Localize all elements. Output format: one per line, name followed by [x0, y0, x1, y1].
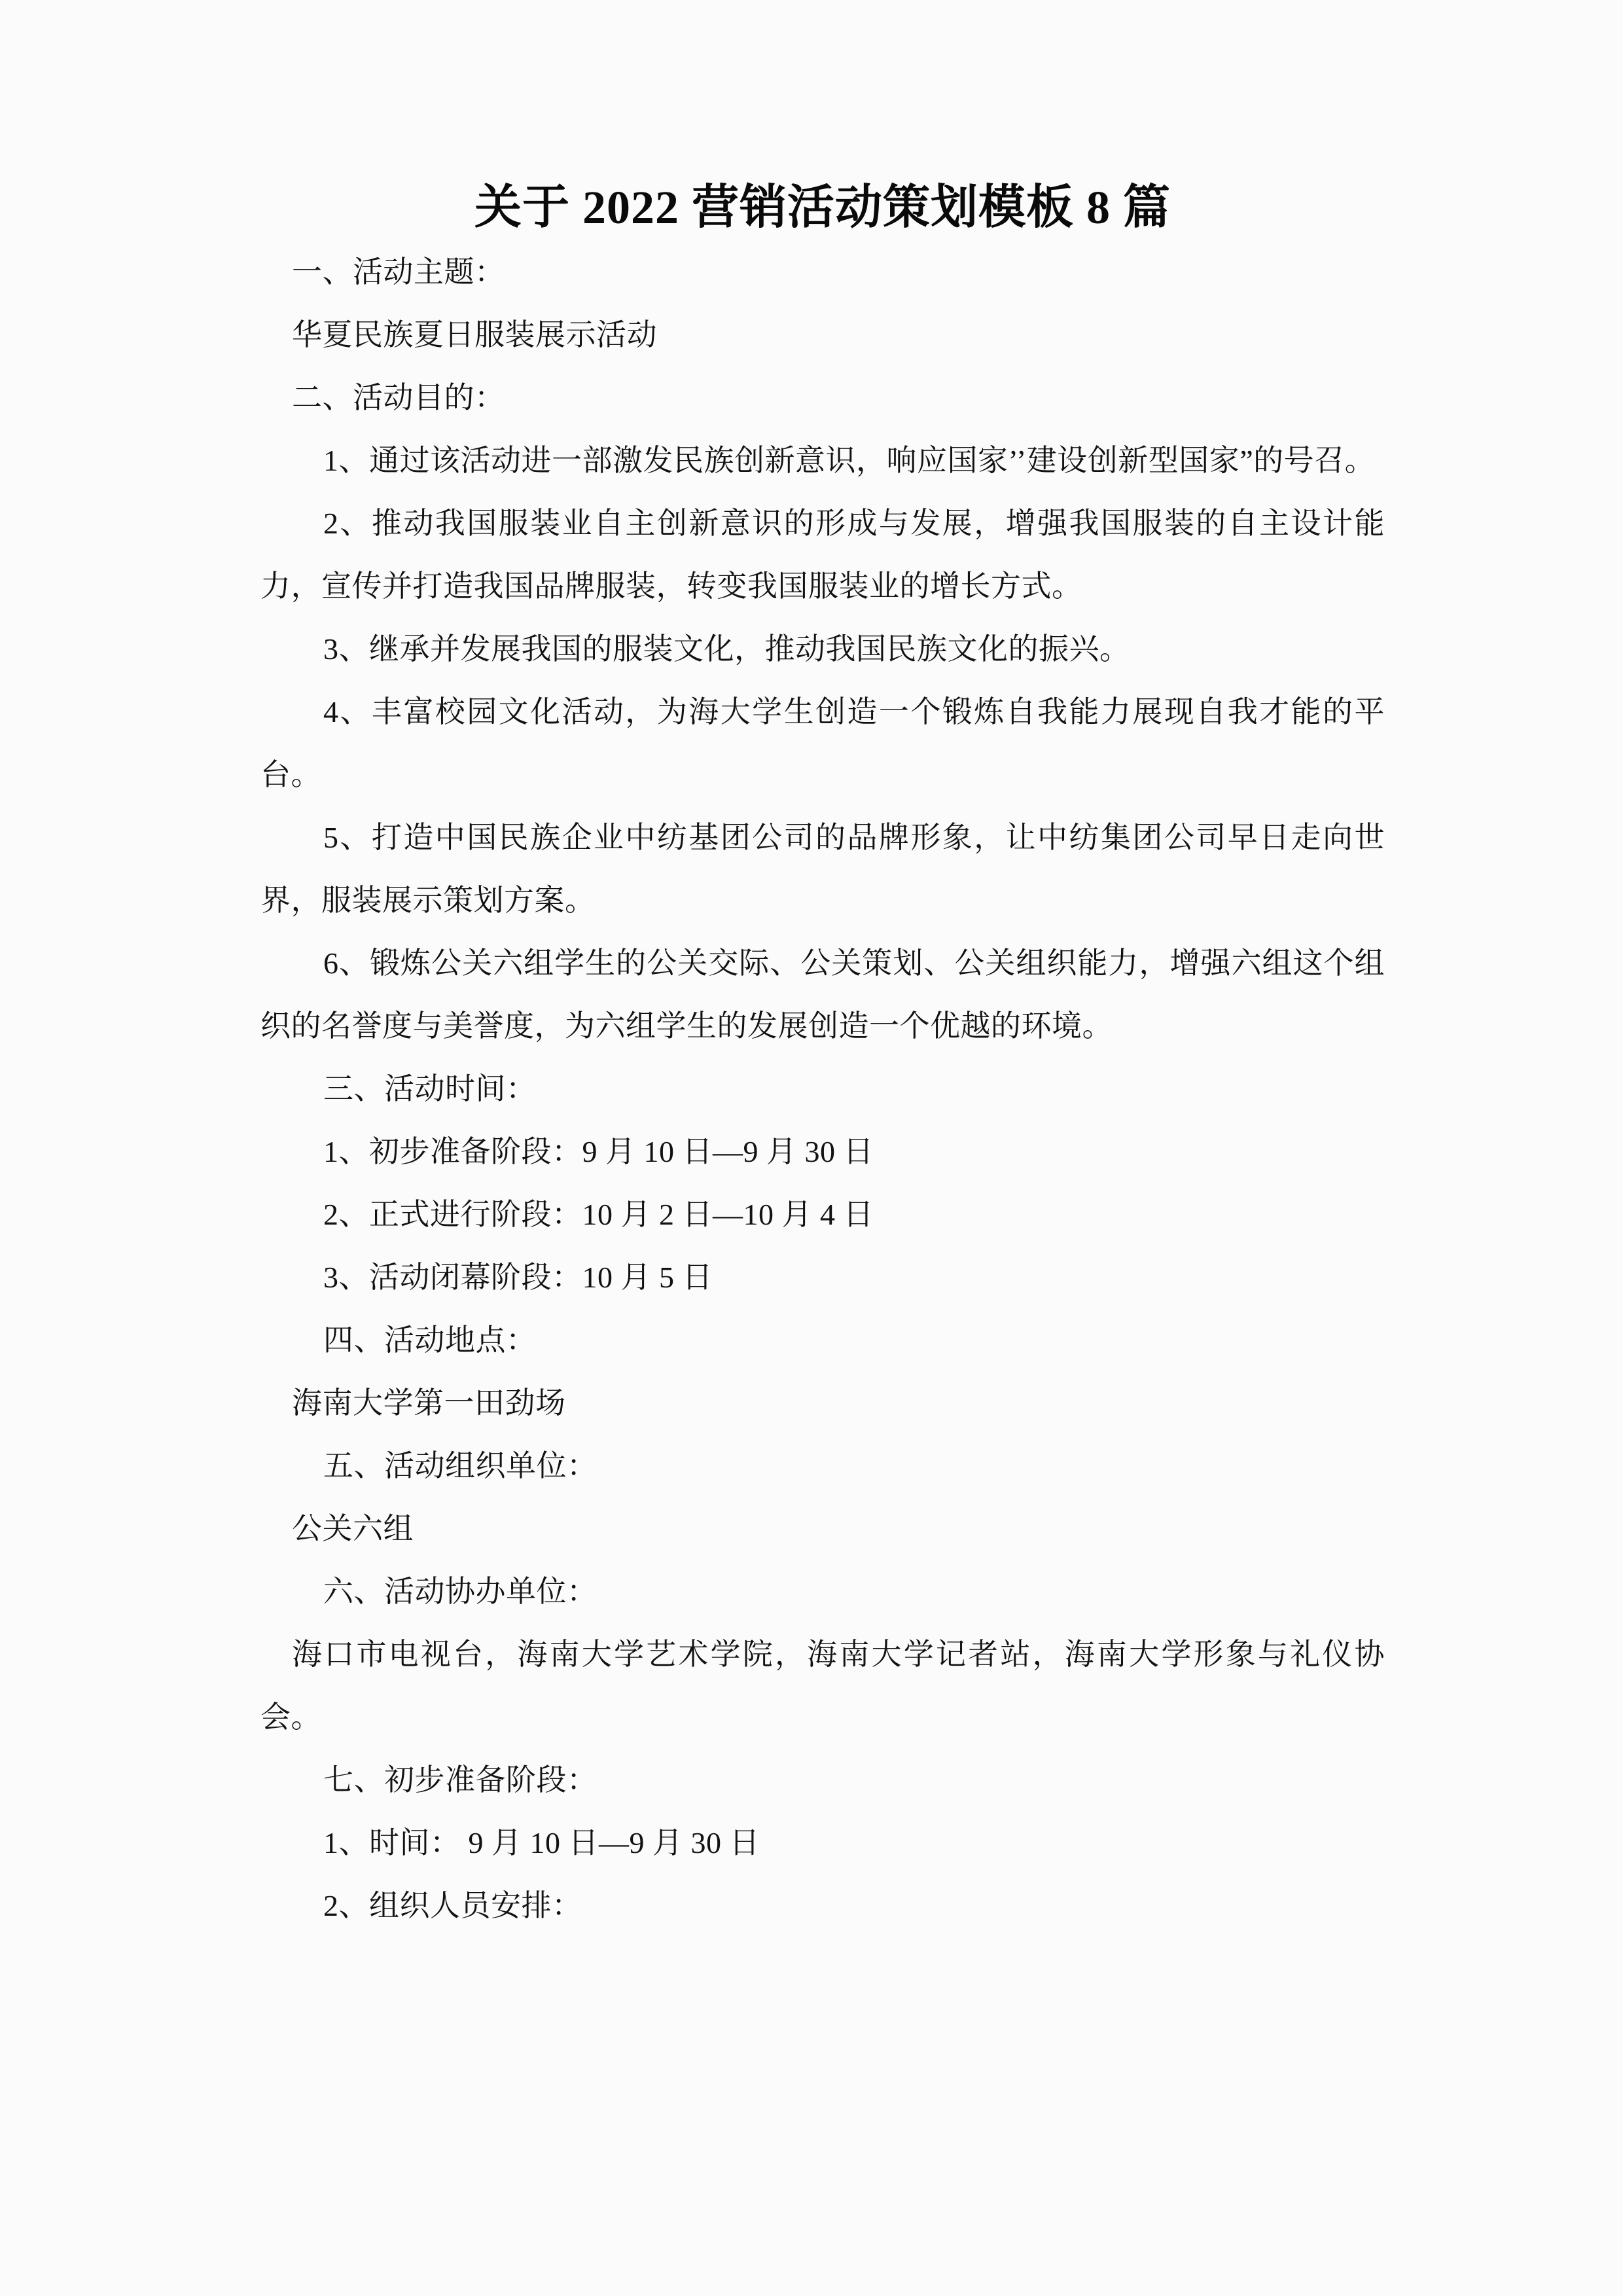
document-paragraph: 海口市电视台，海南大学艺术学院，海南大学记者站，海南大学形象与礼仪协会。	[260, 1638, 1385, 1734]
document-paragraph: 3、活动闭幕阶段：10 月 5 日	[323, 1261, 713, 1294]
document-paragraph: 3、继承并发展我国的服装文化，推动我国民族文化的振兴。	[323, 632, 1130, 666]
document-paragraph: 三、活动时间：	[323, 1072, 537, 1105]
document-paragraph: 2、组织人员安排：	[323, 1889, 582, 1922]
document-body	[260, 178, 1385, 1937]
document-paragraph: 2、推动我国服装业自主创新意识的形成与发展，增强我国服装的自主设计能力，宣传并打造我国品牌服装，转变我国服装业的增长方式。	[260, 507, 1385, 603]
document-paragraph: 公关六组	[292, 1512, 414, 1545]
document-paragraph: 七、初步准备阶段：	[323, 1763, 597, 1797]
page-title: 关于 2022 营销活动策划模板 8 篇	[474, 181, 1171, 234]
document-paragraph: 1、通过该活动进一部激发民族创新意识，响应国家’’建设创新型国家”的号召。	[323, 444, 1376, 477]
document-paragraph: 5、打造中国民族企业中纺基团公司的品牌形象，让中纺集团公司早日走向世界，服装展示策划方案。	[260, 821, 1385, 917]
document-paragraph: 海南大学第一田劲场	[292, 1386, 566, 1420]
document-paragraph: 1、初步准备阶段：9 月 10 日—9 月 30 日	[323, 1135, 874, 1168]
document-paragraph: 六、活动协办单位：	[323, 1575, 597, 1608]
document-paragraph: 6、锻炼公关六组学生的公关交际、公关策划、公关组织能力，增强六组这个组织的名誉度与美誉度，为六组学生的发展创造一个优越的环境。	[260, 946, 1385, 1043]
document-paragraph: 华夏民族夏日服装展示活动	[292, 318, 657, 351]
document-paragraph: 2、正式进行阶段：10 月 2 日—10 月 4 日	[323, 1198, 874, 1231]
document-paragraph: 1、时间： 9 月 10 日—9 月 30 日	[323, 1826, 760, 1859]
document-paragraph: 二、活动目的：	[292, 381, 505, 414]
document-paragraph: 五、活动组织单位：	[323, 1449, 597, 1482]
document-paragraph: 一、活动主题：	[292, 255, 505, 289]
document-paragraph: 四、活动地点：	[323, 1323, 537, 1357]
document-paragraph: 4、丰富校园文化活动，为海大学生创造一个锻炼自我能力展现自我才能的平台。	[260, 695, 1385, 791]
paragraph-container	[260, 241, 1385, 1937]
